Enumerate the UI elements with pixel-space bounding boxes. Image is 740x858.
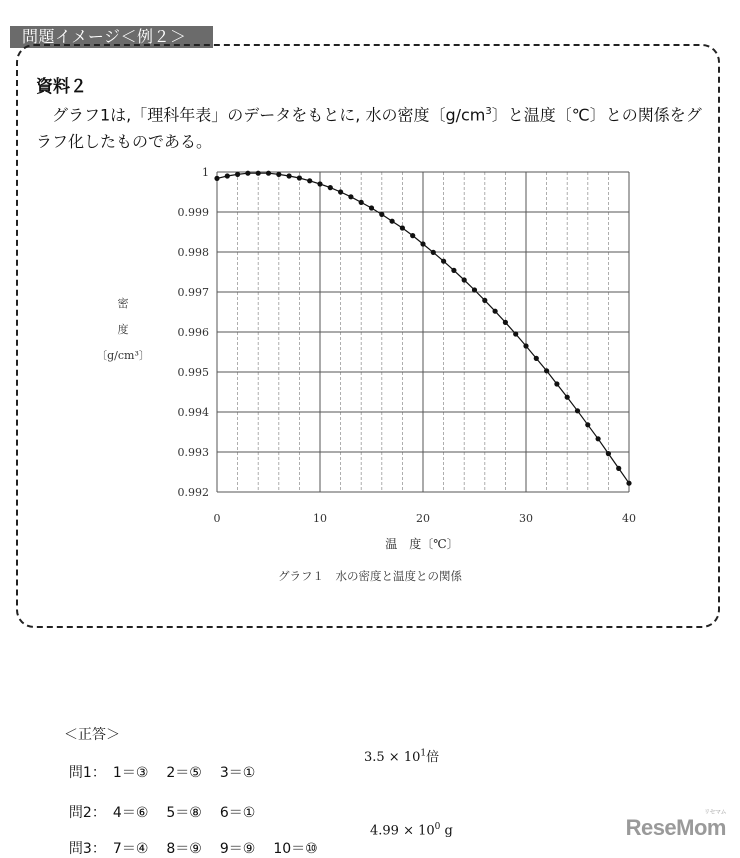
data-point (276, 172, 281, 177)
y-tick-label: 0.998 (177, 246, 209, 259)
y-axis-label: 〔g/cm³〕 (96, 349, 150, 362)
data-point (596, 436, 601, 441)
x-tick-label: 30 (519, 512, 533, 525)
data-point (256, 171, 261, 176)
data-point (379, 212, 384, 217)
answer-item: 7＝④ (112, 841, 149, 857)
x-tick-label: 40 (622, 512, 636, 525)
data-point (307, 178, 312, 183)
data-point (472, 287, 477, 292)
data-point (369, 205, 374, 210)
density-chart (76, 152, 664, 600)
x-axis-label: 温 度〔℃〕 (385, 537, 459, 551)
data-point (565, 395, 570, 400)
data-point (493, 309, 498, 314)
data-point (348, 194, 353, 199)
chart-caption: グラフ１ 水の密度と温度との関係 (278, 569, 462, 583)
answer-item: 4＝⑥ (112, 805, 149, 821)
x-tick-label: 0 (213, 512, 221, 525)
data-point (626, 481, 631, 486)
answer-label: 問2： (68, 805, 106, 821)
data-point (420, 241, 425, 246)
y-axis-label: 密 (117, 297, 129, 310)
data-point (534, 356, 539, 361)
answer-row-2 (60, 786, 273, 822)
answer-item: 6＝① (219, 805, 256, 821)
data-point (554, 381, 559, 386)
resemom-logo: ReseMom リセマム (625, 810, 726, 840)
data-point (462, 277, 467, 282)
y-tick-label: 1 (202, 166, 209, 179)
answers-heading: ＜正答＞ (64, 727, 120, 743)
answer-item: 3＝① (219, 765, 256, 781)
answer-item: 10＝⑩ (273, 841, 318, 857)
data-point (214, 176, 219, 181)
y-axis-label: 度 (117, 323, 129, 336)
answer-item: 1＝③ (112, 765, 149, 781)
data-point (523, 343, 528, 348)
answer-item: 9＝⑨ (219, 841, 256, 857)
y-tick-label: 0.992 (177, 486, 209, 499)
resource-title: 資料２ (36, 77, 87, 97)
answer-3-extra: $4.99 \times 10^0$ g (370, 822, 453, 839)
answer-item: 8＝⑨ (166, 841, 202, 857)
data-point (431, 250, 436, 255)
data-point (235, 172, 240, 177)
data-point (317, 181, 322, 186)
y-tick-label: 0.995 (177, 366, 209, 379)
data-point (400, 225, 405, 230)
data-point (616, 466, 621, 471)
data-point (266, 171, 271, 176)
data-point (513, 331, 518, 336)
answer-label: 問1： (68, 765, 106, 781)
data-point (410, 233, 415, 238)
data-point (451, 268, 456, 273)
data-point (338, 189, 343, 194)
x-tick-label: 20 (416, 512, 430, 525)
resource-description: グラフ1は,「理科年表」のデータをもとに, 水の密度〔$g/cm^3$〕と温度〔℃〕との関係をグラフ化したものである。 (36, 105, 702, 152)
answer-label: 問3： (68, 841, 106, 857)
data-point (503, 320, 508, 325)
y-tick-label: 0.999 (177, 206, 209, 219)
data-point (359, 200, 364, 205)
data-point (482, 298, 487, 303)
y-tick-label: 0.994 (177, 406, 209, 419)
data-point (575, 408, 580, 413)
data-point (606, 451, 611, 456)
data-point (441, 259, 446, 264)
y-tick-label: 0.997 (177, 286, 209, 299)
answer-1-extra: $3.5 \times 10^1$倍 (364, 748, 440, 765)
data-point (225, 173, 230, 178)
answer-item: 5＝⑧ (166, 805, 202, 821)
data-point (328, 185, 333, 190)
x-tick-label: 10 (313, 512, 327, 525)
question-image-tag: 問題イメージ＜例２＞ (10, 26, 213, 48)
data-point (544, 368, 549, 373)
data-point (390, 219, 395, 224)
data-point (287, 173, 292, 178)
y-tick-label: 0.993 (177, 446, 209, 459)
data-point (297, 175, 302, 180)
answer-row-1 (60, 746, 273, 782)
data-point (585, 422, 590, 427)
y-tick-label: 0.996 (177, 326, 209, 339)
data-point (245, 171, 250, 176)
answer-item: 2＝⑤ (166, 765, 202, 781)
